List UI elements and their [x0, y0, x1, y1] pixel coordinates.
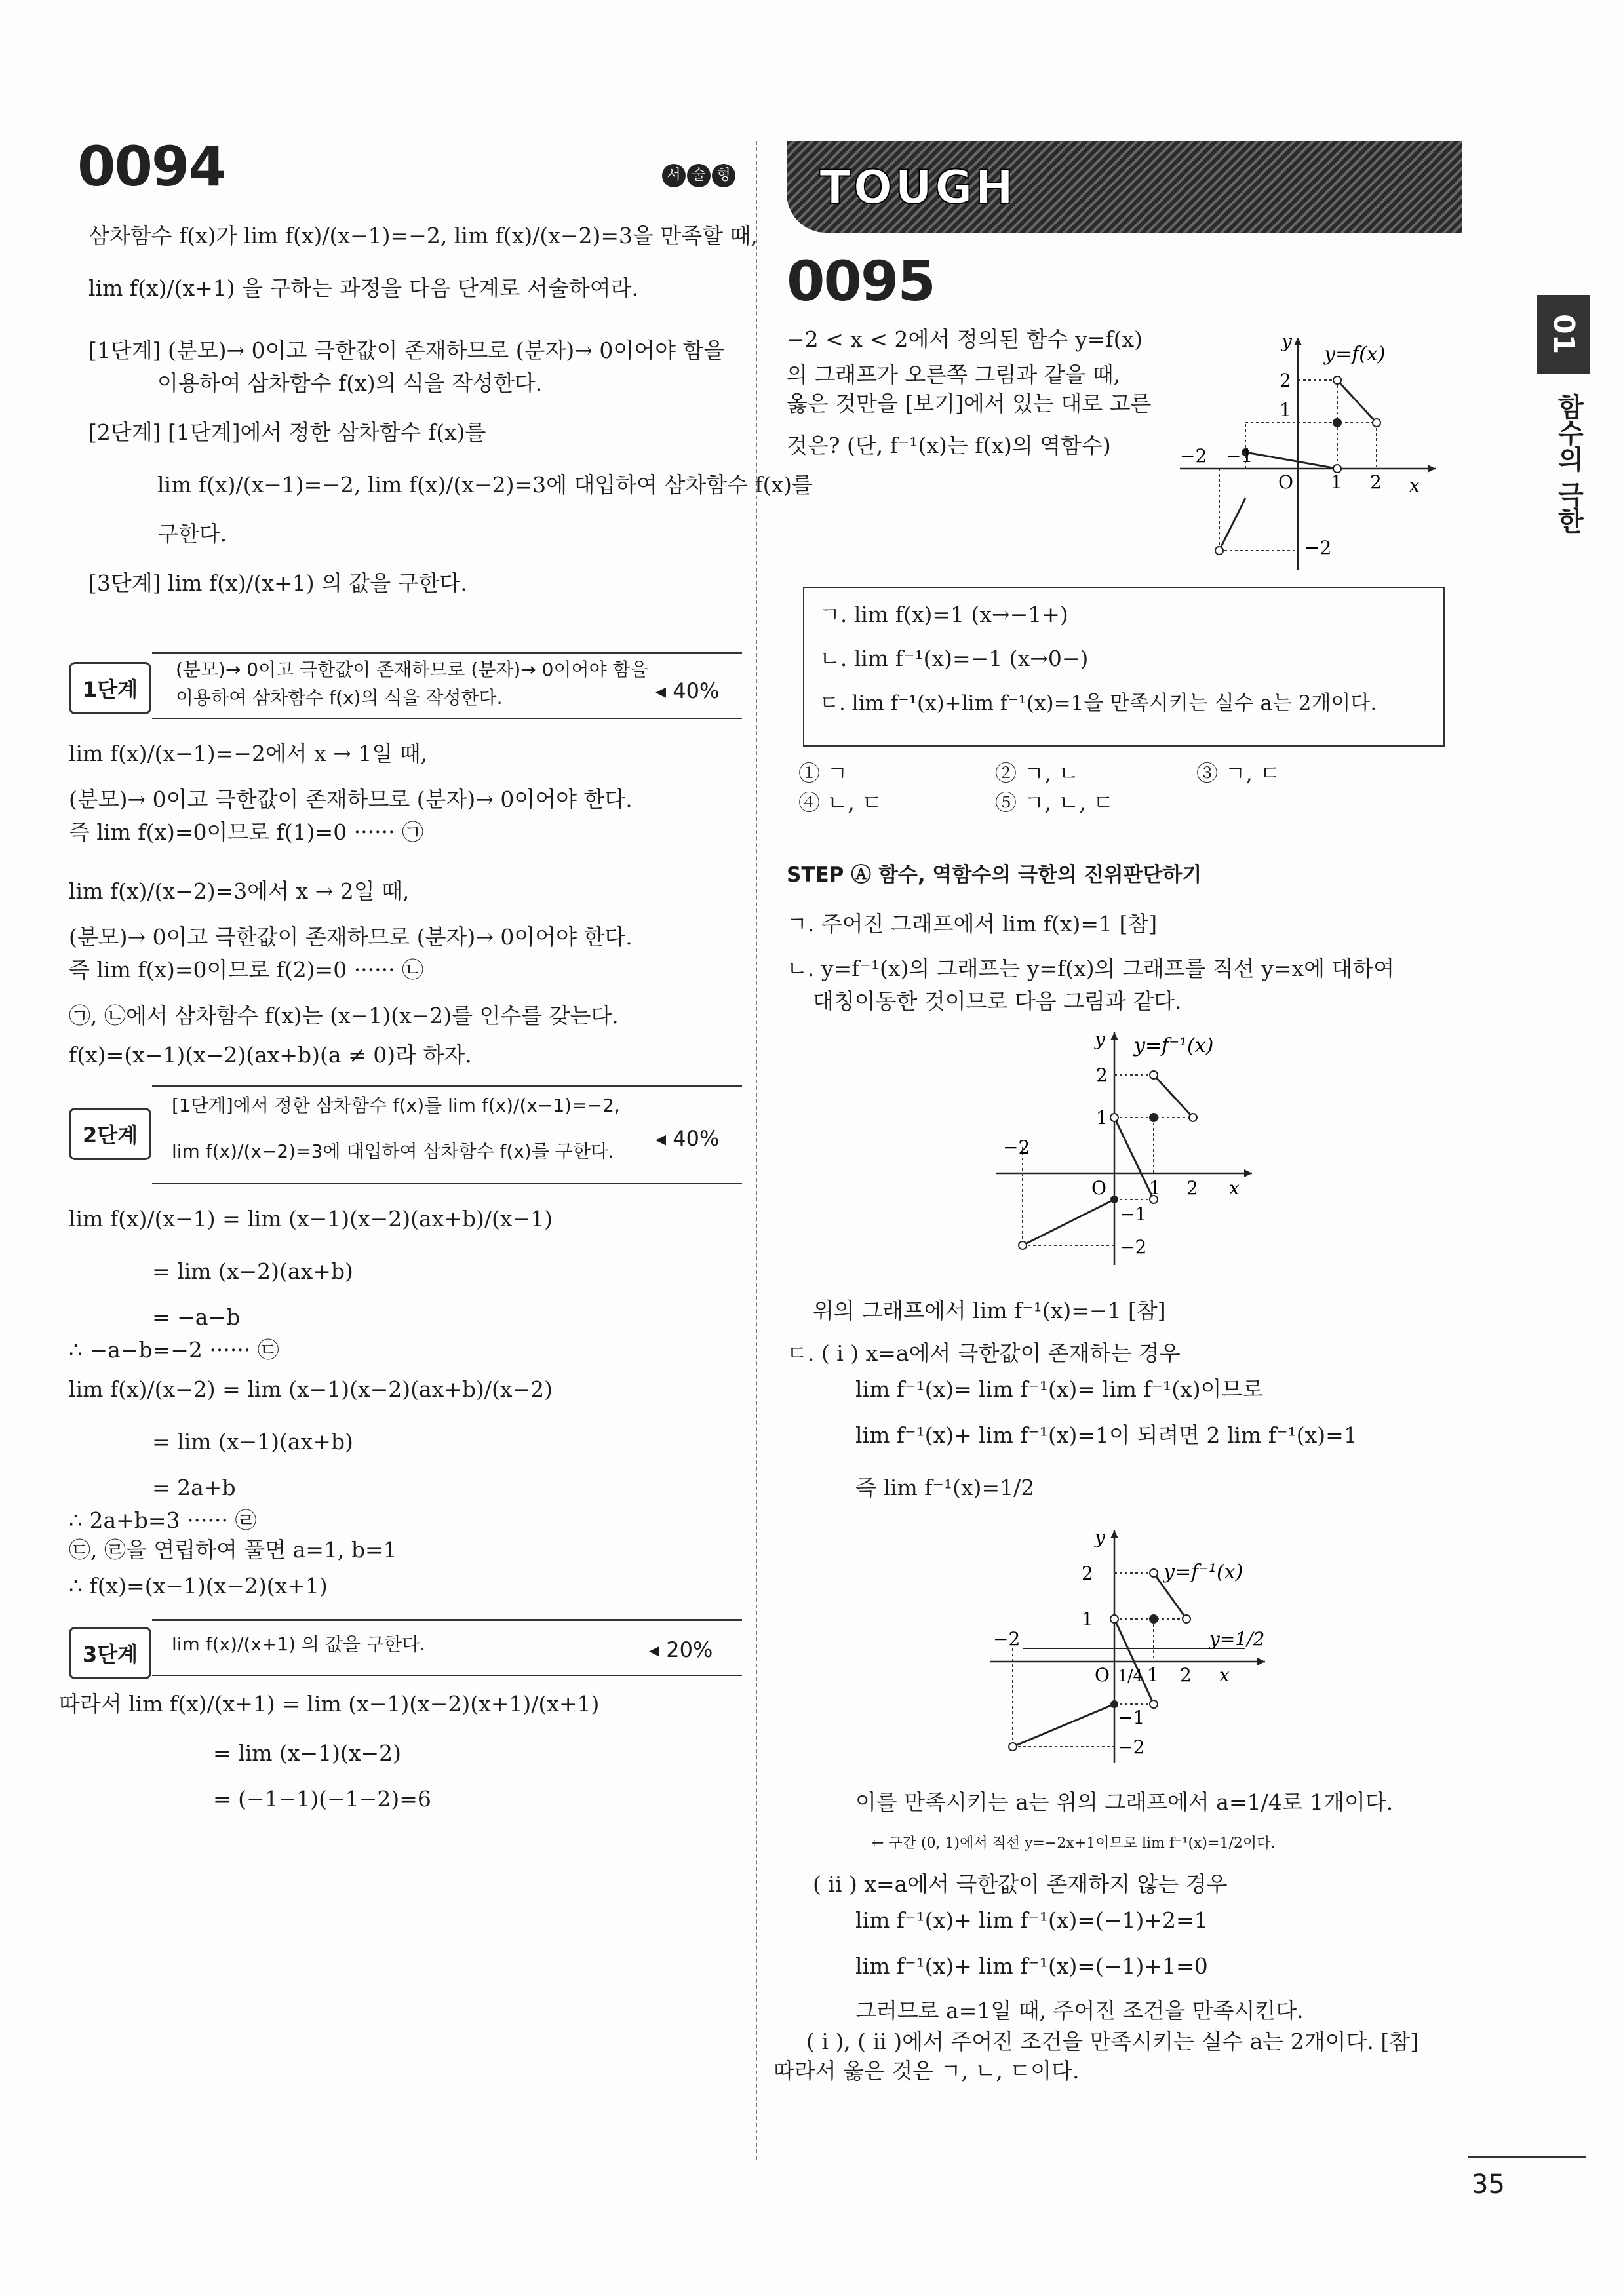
- step1-rule: [152, 652, 742, 654]
- choice-3[interactable]: ③ ㄱ, ㄷ: [1196, 760, 1281, 786]
- choice-1[interactable]: ① ㄱ: [798, 760, 848, 786]
- badge-essay-2: 술: [687, 164, 711, 187]
- solution-line: ∴ 2a+b=3 ······ ㉣: [69, 1508, 257, 1533]
- solution-line: lim f(x)/(x−2)=3에서 x → 2일 때,: [69, 878, 410, 904]
- solution-line: = lim (x−1)(ax+b): [152, 1429, 353, 1454]
- chapter-tab[interactable]: 01: [1537, 295, 1590, 374]
- graph-f-inverse-half-tick: O: [1095, 1664, 1110, 1686]
- solution-note: ← 구간 (0, 1)에서 직선 y=−2x+1이므로 lim f⁻¹(x)=1/2이다.: [872, 1835, 1276, 1852]
- solution-line: ( ii ) x=a에서 극한값이 존재하지 않는 경우: [813, 1871, 1228, 1897]
- solution-line: 대칭이동한 것이므로 다음 그림과 같다.: [813, 988, 1182, 1014]
- solution-line: = lim (x−2)(ax+b): [152, 1258, 353, 1284]
- solution-line: = −a−b: [152, 1304, 241, 1330]
- graph-f-inverse-axis: x: [1229, 1177, 1240, 1199]
- graph-f-axis: y: [1281, 330, 1292, 352]
- graph-f-inverse-half-tick: −1: [1118, 1707, 1145, 1728]
- prompt-line: 의 그래프가 오른쪽 그림과 같을 때,: [787, 362, 1121, 387]
- graph-f-inverse-half-tick: 1: [1082, 1608, 1093, 1630]
- graph-f-tick: 1: [1280, 399, 1291, 421]
- solution-line: 위의 그래프에서 lim f⁻¹(x)=−1 [참]: [813, 1298, 1166, 1323]
- step3-rule: [152, 1619, 742, 1621]
- page-number: 35: [1472, 2170, 1505, 2200]
- prompt-line: lim f(x)/(x−1)=−2, lim f(x)/(x−2)=3에 대입하여 삼차함수 f(x)를: [157, 472, 813, 497]
- solution-line: 이를 만족시키는 a는 위의 그래프에서 a=1/4로 1개이다.: [855, 1789, 1394, 1815]
- step-title: STEP Ⓐ 함수, 역함수의 극한의 진위판단하기: [787, 863, 1202, 887]
- step2-rule: [152, 1085, 742, 1087]
- graph-f-tick: −2: [1180, 445, 1207, 467]
- solution-line: 즉 lim f(x)=0이므로 f(1)=0 ······ ㉠: [69, 819, 424, 845]
- option-item[interactable]: ㄴ. lim f⁻¹(x)=−1 (x→0−): [819, 646, 1089, 671]
- graph-f-tick: −2: [1304, 537, 1332, 558]
- solution-line: = lim (x−1)(x−2): [213, 1740, 402, 1766]
- solution-line: ∴ f(x)=(x−1)(x−2)(x+1): [69, 1573, 328, 1599]
- graph-f-inverse-tick: O: [1091, 1177, 1106, 1199]
- solution-line: 즉 lim f⁻¹(x)=1/2: [855, 1475, 1035, 1500]
- step2-text: [1단계]에서 정한 삼차함수 f(x)를 lim f(x)/(x−1)=−2,: [172, 1095, 620, 1116]
- step2-label: 2단계: [69, 1108, 151, 1160]
- prompt-line: 이용하여 삼차함수 f(x)의 식을 작성한다.: [157, 370, 543, 396]
- solution-line: (분모)→ 0이고 극한값이 존재하므로 (분자)→ 0이어야 한다.: [69, 787, 633, 812]
- graph-f-inverse-half-tick: 1: [1147, 1664, 1159, 1686]
- prompt-line: 옳은 것만을 [보기]에서 있는 대로 고른: [787, 391, 1152, 416]
- step1-text: 이용하여 삼차함수 f(x)의 식을 작성한다.: [176, 687, 503, 709]
- graph-f-tick: 2: [1370, 471, 1382, 493]
- solution-line: ㉢, ㉣을 연립하여 풀면 a=1, b=1: [69, 1537, 397, 1563]
- prompt-line: [2단계] [1단계]에서 정한 삼차함수 f(x)를: [88, 419, 486, 445]
- solution-line: ㄷ. ( i ) x=a에서 극한값이 존재하는 경우: [787, 1340, 1181, 1366]
- graph-f-label: y=f(x): [1324, 343, 1386, 366]
- graph-f-inverse-half-axis: x: [1219, 1664, 1230, 1686]
- solution-line: = 2a+b: [152, 1475, 236, 1500]
- step3-bottom-rule: [152, 1675, 742, 1676]
- tough-banner-text: TOUGH: [819, 161, 1017, 214]
- prompt-line: lim f(x)/(x+1) 을 구하는 과정을 다음 단계로 서술하여라.: [88, 275, 638, 301]
- step1-text: (분모)→ 0이고 극한값이 존재하므로 (분자)→ 0이어야 함을: [176, 659, 648, 680]
- graph-f-inverse-tick: 2: [1096, 1064, 1108, 1086]
- solution-line: 따라서 옳은 것은 ㄱ, ㄴ, ㄷ이다.: [773, 2058, 1080, 2084]
- graph-f: [1173, 328, 1449, 577]
- graph-f-inverse-half-axis: y: [1095, 1527, 1105, 1548]
- solution-line: ∴ −a−b=−2 ······ ㉢: [69, 1337, 279, 1363]
- chapter-title: 함수의 극한: [1554, 393, 1584, 534]
- graph-f-inverse-half-tick: 1/4: [1118, 1667, 1143, 1685]
- solution-line: ㄱ. 주어진 그래프에서 lim f(x)=1 [참]: [787, 911, 1158, 937]
- footer-rule: [1468, 2156, 1586, 2158]
- solution-line: lim f⁻¹(x)= lim f⁻¹(x)= lim f⁻¹(x)이므로: [855, 1376, 1264, 1402]
- graph-f-inverse-label: y=f⁻¹(x): [1134, 1034, 1214, 1057]
- column-divider: [756, 141, 758, 2160]
- graph-f-tick: 2: [1280, 370, 1291, 391]
- solution-line: lim f(x)/(x−2) = lim (x−1)(x−2)(ax+b)/(x−2): [69, 1376, 553, 1402]
- solution-line: = (−1−1)(−1−2)=6: [213, 1786, 431, 1812]
- prompt-line: 것은? (단, f⁻¹(x)는 f(x)의 역함수): [787, 433, 1111, 458]
- badge-essay-3: 형: [712, 164, 735, 187]
- option-item[interactable]: ㄱ. lim f(x)=1 (x→−1+): [819, 602, 1068, 627]
- prompt-line: 구한다.: [157, 521, 227, 547]
- step2-text: lim f(x)/(x−2)=3에 대입하여 삼차함수 f(x)를 구한다.: [172, 1140, 614, 1162]
- graph-f-axis: x: [1409, 475, 1420, 496]
- solution-line: ㄴ. y=f⁻¹(x)의 그래프는 y=f(x)의 그래프를 직선 y=x에 대하여: [787, 956, 1395, 981]
- step1-label: 1단계: [69, 662, 151, 714]
- choice-2[interactable]: ② ㄱ, ㄴ: [995, 760, 1080, 786]
- solution-line: lim f⁻¹(x)+ lim f⁻¹(x)=1이 되려면 2 lim f⁻¹(x)=1: [855, 1422, 1358, 1448]
- step1-percent: ◂ 40%: [655, 678, 720, 703]
- option-item[interactable]: ㄷ. lim f⁻¹(x)+lim f⁻¹(x)=1을 만족시키는 실수 a는 2개이다.: [819, 691, 1377, 715]
- graph-f-inverse-tick: 1: [1096, 1107, 1108, 1129]
- graph-f-inverse-half-hline: y=1/2: [1209, 1628, 1265, 1650]
- graph-f-tick: O: [1278, 471, 1293, 493]
- solution-line: 즉 lim f(x)=0이므로 f(2)=0 ······ ㉡: [69, 957, 424, 983]
- choice-5[interactable]: ⑤ ㄱ, ㄴ, ㄷ: [995, 790, 1114, 815]
- solution-line: lim f⁻¹(x)+ lim f⁻¹(x)=(−1)+2=1: [855, 1907, 1208, 1933]
- badge-essay-1: 서: [662, 164, 686, 187]
- solution-line: ( i ), ( ii )에서 주어진 조건을 만족시키는 실수 a는 2개이다. [참]: [806, 2029, 1418, 2054]
- problem-number-0094: 0094: [77, 134, 225, 199]
- prompt-line: [1단계] (분모)→ 0이고 극한값이 존재하므로 (분자)→ 0이어야 함을: [88, 338, 725, 363]
- step2-percent: ◂ 40%: [655, 1126, 720, 1151]
- problem-number-0095: 0095: [787, 249, 935, 313]
- step3-text: lim f(x)/(x+1) 의 값을 구한다.: [172, 1633, 426, 1655]
- graph-f-inverse-half-tick: 2: [1082, 1563, 1093, 1584]
- graph-f-inverse-tick: −1: [1120, 1203, 1147, 1225]
- graph-f-inverse-tick: −2: [1120, 1236, 1147, 1258]
- graph-f-tick: −1: [1226, 445, 1253, 467]
- solution-line: lim f(x)/(x−1)=−2에서 x → 1일 때,: [69, 741, 428, 766]
- graph-f-inverse-tick: 1: [1149, 1177, 1161, 1199]
- solution-line: f(x)=(x−1)(x−2)(ax+b)(a ≠ 0)라 하자.: [69, 1042, 472, 1068]
- choice-4[interactable]: ④ ㄴ, ㄷ: [798, 790, 883, 815]
- solution-line: lim f(x)/(x−1) = lim (x−1)(x−2)(ax+b)/(x−1): [69, 1206, 553, 1232]
- graph-f-tick: 1: [1331, 471, 1342, 493]
- graph-f-inverse-half-tick: −2: [1118, 1736, 1145, 1758]
- solution-line: 그러므로 a=1일 때, 주어진 조건을 만족시킨다.: [855, 1998, 1304, 2023]
- step1-bottom-rule: [152, 718, 742, 719]
- prompt-line: 삼차함수 f(x)가 lim f(x)/(x−1)=−2, lim f(x)/(x−2)=3을 만족할 때,: [88, 223, 758, 248]
- prompt-line: −2 < x < 2에서 정의된 함수 y=f(x): [787, 326, 1143, 352]
- graph-f-inverse-tick: 2: [1186, 1177, 1198, 1199]
- step3-percent: ◂ 20%: [649, 1637, 713, 1662]
- step3-label: 3단계: [69, 1627, 151, 1679]
- graph-f-inverse: [990, 1022, 1265, 1272]
- prompt-line: [3단계] lim f(x)/(x+1) 의 값을 구한다.: [88, 570, 467, 596]
- graph-f-inverse-half-label: y=f⁻¹(x): [1163, 1561, 1243, 1584]
- graph-f-inverse-tick: −2: [1003, 1137, 1030, 1158]
- graph-f-inverse-half: [983, 1521, 1298, 1770]
- graph-f-inverse-half-tick: 2: [1180, 1664, 1192, 1686]
- solution-line: ㉠, ㉡에서 삼차함수 f(x)는 (x−1)(x−2)를 인수를 갖는다.: [69, 1003, 619, 1028]
- graph-f-inverse-axis: y: [1095, 1028, 1105, 1050]
- solution-line: 따라서 lim f(x)/(x+1) = lim (x−1)(x−2)(x+1)/(x+1): [59, 1691, 600, 1717]
- solution-line: (분모)→ 0이고 극한값이 존재하므로 (분자)→ 0이어야 한다.: [69, 924, 633, 950]
- step2-bottom-rule: [152, 1183, 742, 1184]
- graph-f-inverse-half-tick: −2: [993, 1628, 1021, 1650]
- solution-line: lim f⁻¹(x)+ lim f⁻¹(x)=(−1)+1=0: [855, 1953, 1208, 1979]
